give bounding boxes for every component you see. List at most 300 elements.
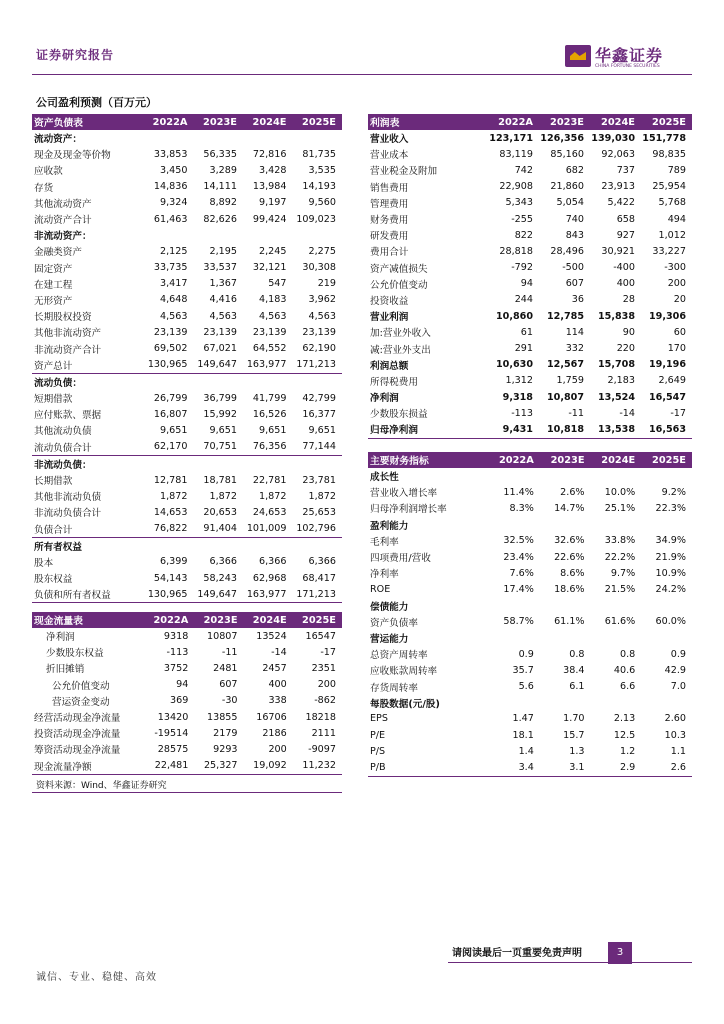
row-value: 16,563 <box>641 421 692 438</box>
row-value: 21.5% <box>604 583 636 595</box>
row-label: 负债和所有者权益 <box>32 586 144 603</box>
row-label: 资产减值损失 <box>370 263 428 275</box>
row-label: 折旧摊销 <box>46 664 85 676</box>
row-value: 2.6 <box>641 759 692 776</box>
table-title: 资产负债表 <box>32 114 144 130</box>
row-value: 91,404 <box>194 521 244 538</box>
row-value: 244 <box>514 294 533 306</box>
table-row <box>368 211 692 227</box>
row-value: 99,424 <box>252 213 287 225</box>
table-row <box>368 614 692 630</box>
row-value: 2,195 <box>209 245 237 257</box>
row-value: -862 <box>314 695 336 707</box>
row-label: 现金流量净额 <box>32 758 144 775</box>
table-row <box>368 389 692 405</box>
row-value: 22,908 <box>499 181 533 193</box>
row-label: 投资活动现金净流量 <box>34 729 121 741</box>
row-value: 163,977 <box>243 586 293 603</box>
row-label: 非流动负债： <box>34 459 92 471</box>
row-value: 789 <box>667 164 686 176</box>
row-value: 200 <box>268 743 287 755</box>
row-value: 12,781 <box>153 474 188 486</box>
row-value: 70,751 <box>194 439 244 456</box>
row-value: 62,170 <box>144 439 194 456</box>
year-header: 2024E <box>591 452 642 468</box>
year-header: 2025E <box>641 452 692 468</box>
row-value: 13855 <box>207 711 238 723</box>
year-header: 2022A <box>488 452 540 468</box>
row-value: 61 <box>520 326 533 338</box>
row-value: 21.9% <box>655 551 686 563</box>
row-value: 2186 <box>262 727 287 739</box>
table-row <box>368 484 692 500</box>
row-value: 12,785 <box>546 310 584 322</box>
row-value: 220 <box>616 343 635 355</box>
row-value: 54,143 <box>153 572 188 584</box>
row-value: 22,781 <box>252 474 287 486</box>
row-value: 3,535 <box>308 164 336 176</box>
row-value: 151,778 <box>642 132 686 144</box>
table-row <box>32 179 342 195</box>
row-value: 1,012 <box>658 229 686 241</box>
table-header-row <box>368 114 692 130</box>
row-value: 62,968 <box>252 572 287 584</box>
row-label: 管理费用 <box>370 198 409 210</box>
row-value: 83,119 <box>499 148 533 160</box>
year-header: 2024E <box>243 114 293 130</box>
table-row <box>368 759 692 776</box>
row-value: 3,289 <box>209 164 237 176</box>
row-value: 1,759 <box>556 375 584 387</box>
row-label: 非流动资产合计 <box>34 344 102 356</box>
row-value: -30 <box>221 695 238 707</box>
table-row <box>368 162 692 178</box>
row-label: P/B <box>368 759 488 776</box>
table-row <box>368 727 692 743</box>
row-value: -11 <box>221 646 238 658</box>
row-label: 毛利率 <box>370 536 399 548</box>
row-value: 81,735 <box>302 148 336 160</box>
row-label: 资产负债率 <box>370 617 418 629</box>
row-value: 9.2% <box>661 486 686 498</box>
row-value <box>540 517 591 533</box>
table-row <box>368 324 692 340</box>
report-type-label: 证券研究报告 <box>36 48 115 62</box>
table-row <box>32 725 342 741</box>
table-title: 现金流量表 <box>32 612 144 628</box>
table-row <box>32 292 342 308</box>
row-value: 13524 <box>256 630 287 642</box>
row-value: 1.1 <box>670 745 686 757</box>
row-value: 9,651 <box>259 424 287 436</box>
footer-slogan: 诚信、专业、稳健、高效 <box>36 972 157 983</box>
table-row <box>368 260 692 276</box>
row-value: 9,324 <box>160 197 188 209</box>
row-value: 219 <box>317 278 336 290</box>
row-value: 35.7 <box>512 664 534 676</box>
row-value: -17 <box>320 646 336 658</box>
row-value: 15,838 <box>597 310 635 322</box>
row-value: 3,428 <box>259 164 287 176</box>
row-value: 843 <box>565 229 584 241</box>
disclaimer-link[interactable]: 请阅读最后一页重要免责声明 <box>452 948 582 959</box>
row-value: 5,422 <box>607 197 635 209</box>
row-value: 4,563 <box>259 310 287 322</box>
row-value: 126,356 <box>540 132 584 144</box>
row-value: 24.2% <box>655 583 686 595</box>
row-label: 资产总计 <box>32 357 144 374</box>
row-value: 5.6 <box>518 681 534 693</box>
row-value: 14,111 <box>203 181 237 193</box>
table-row <box>368 630 692 646</box>
table-row <box>32 504 342 520</box>
table-row <box>368 195 692 211</box>
row-value: 94 <box>176 679 189 691</box>
row-value: 19,196 <box>648 359 686 371</box>
logo-brand-cn: 华鑫证券 <box>595 46 664 65</box>
row-label: 存货周转率 <box>370 682 418 694</box>
row-value: 30,308 <box>302 262 336 274</box>
table-row <box>32 260 342 276</box>
row-value: 9318 <box>163 630 189 642</box>
row-label: EPS <box>370 713 388 725</box>
row-value: 607 <box>219 679 238 691</box>
table-row <box>32 586 342 603</box>
table-row <box>368 227 692 243</box>
row-value: 9,651 <box>160 424 188 436</box>
row-label: P/S <box>370 745 386 757</box>
row-value: 200 <box>667 278 686 290</box>
table-row <box>32 340 342 356</box>
row-value: 10,860 <box>495 310 533 322</box>
row-value: 25,327 <box>194 758 243 775</box>
row-value: 60 <box>673 326 686 338</box>
row-value: 4,416 <box>209 294 237 306</box>
row-value <box>144 537 194 554</box>
row-value <box>144 130 194 146</box>
row-value: 494 <box>667 213 686 225</box>
table-row <box>368 340 692 356</box>
table-row <box>32 308 342 324</box>
row-value: 68,417 <box>302 572 336 584</box>
row-value: 15,708 <box>597 359 635 371</box>
row-label: 少数股东损益 <box>370 409 428 421</box>
row-value: -400 <box>613 262 635 274</box>
row-value: 85,160 <box>550 148 584 160</box>
row-value: 98,835 <box>652 148 686 160</box>
row-label: 四项费用/营收 <box>370 553 431 565</box>
row-value: 1,872 <box>209 490 237 502</box>
row-value <box>194 130 244 146</box>
table-row <box>368 646 692 662</box>
row-value <box>641 630 692 646</box>
row-value: 32.5% <box>503 535 534 547</box>
row-value: 61.1% <box>554 616 585 628</box>
row-value: 23,139 <box>203 326 237 338</box>
row-value: 42.9 <box>664 664 686 676</box>
row-value: 14.7% <box>554 502 585 514</box>
row-value <box>293 455 343 472</box>
row-value: 61,463 <box>153 213 188 225</box>
row-value: 28,818 <box>499 245 533 257</box>
row-label: 研发费用 <box>370 231 409 243</box>
row-label: 营业利润 <box>370 312 409 324</box>
row-value: 34.9% <box>655 535 686 547</box>
row-value: 5,343 <box>505 197 533 209</box>
row-value: 101,009 <box>243 521 293 538</box>
table-row <box>368 179 692 195</box>
row-value: 1,367 <box>209 278 237 290</box>
row-label: 营业收入增长率 <box>370 488 438 500</box>
row-value: 40.6 <box>613 664 636 676</box>
logo-icon <box>565 45 591 67</box>
row-value <box>243 130 293 146</box>
row-value <box>194 227 244 243</box>
row-value <box>488 630 540 646</box>
table-row <box>32 628 342 644</box>
row-label: 净利润 <box>370 393 399 405</box>
row-value: 0.9 <box>518 648 534 660</box>
row-value: 25.1% <box>604 502 636 514</box>
row-label: 财务费用 <box>370 215 409 227</box>
row-label: 利润总额 <box>370 360 409 372</box>
row-value: 2481 <box>213 662 238 674</box>
table-header-row <box>368 452 692 468</box>
row-value: 23,913 <box>601 181 635 193</box>
row-value: 25,653 <box>302 506 336 518</box>
year-header: 2025E <box>293 612 342 628</box>
year-header: 2024E <box>590 114 641 130</box>
row-value: 23,139 <box>153 326 188 338</box>
row-value <box>540 630 591 646</box>
company-logo <box>565 43 685 73</box>
row-value: 547 <box>268 278 287 290</box>
table-row <box>368 243 692 259</box>
row-value: 10.9% <box>655 567 686 579</box>
row-value <box>293 227 343 243</box>
row-value: 2179 <box>213 727 238 739</box>
row-value: 4,563 <box>209 310 237 322</box>
table-row <box>32 227 342 243</box>
row-value: 36 <box>571 294 584 306</box>
year-header: 2022A <box>144 612 194 628</box>
row-value: 2111 <box>311 727 336 739</box>
row-value: 400 <box>616 278 635 290</box>
row-label: 所有者权益 <box>34 541 82 553</box>
row-value <box>243 373 293 390</box>
row-value: 23,139 <box>302 326 336 338</box>
row-value: 11.4% <box>503 486 534 498</box>
row-value: 3,962 <box>308 294 336 306</box>
row-value: -113 <box>511 407 533 419</box>
row-label: 流动资产： <box>34 134 82 146</box>
row-value: 14,653 <box>153 506 188 518</box>
row-value: 3,417 <box>160 278 188 290</box>
row-value: 10,807 <box>546 391 584 403</box>
row-value: 8.6% <box>560 567 585 579</box>
row-label: 营运能力 <box>370 633 409 645</box>
row-value <box>144 373 194 390</box>
year-header: 2024E <box>244 612 293 628</box>
balance-sheet-table <box>32 114 342 603</box>
table-header-row <box>32 612 342 628</box>
row-value: 2457 <box>262 662 287 674</box>
table-row <box>32 554 342 570</box>
table-row <box>368 308 692 324</box>
row-value: 1.2 <box>619 745 636 757</box>
row-label: 短期借款 <box>34 394 73 406</box>
row-value: 25,954 <box>652 181 686 193</box>
row-value: 90 <box>622 326 635 338</box>
table-row <box>368 357 692 373</box>
row-label: 营运资金变动 <box>52 696 110 708</box>
table-row <box>32 373 342 390</box>
row-value: 102,796 <box>293 521 343 538</box>
table-row <box>368 500 692 516</box>
row-value: 18.1 <box>512 729 534 741</box>
row-value: -19514 <box>154 727 189 739</box>
row-value: 18218 <box>305 711 336 723</box>
row-value: -11 <box>568 407 584 419</box>
row-value: 36,799 <box>203 392 237 404</box>
row-value: 927 <box>616 229 635 241</box>
row-value: 30,921 <box>601 245 635 257</box>
row-value <box>540 695 591 711</box>
row-value: 3.1 <box>540 759 591 776</box>
row-value: -255 <box>511 213 533 225</box>
table-row <box>32 130 342 146</box>
row-label: 股本 <box>34 557 54 569</box>
row-label: 应收款 <box>34 166 63 178</box>
row-label: 股东权益 <box>34 574 73 586</box>
row-value <box>591 598 642 614</box>
row-value: -300 <box>664 262 686 274</box>
row-value: 1,872 <box>259 490 287 502</box>
row-label: 其他非流动负债 <box>34 492 102 504</box>
row-value: 92,063 <box>601 148 635 160</box>
table-row <box>368 533 692 549</box>
table-row <box>32 644 342 660</box>
row-value: 58,243 <box>203 572 237 584</box>
income-statement-table <box>368 114 692 439</box>
financial-ratios-table <box>368 452 692 777</box>
row-label: 加:营业外收入 <box>370 328 431 340</box>
table-row <box>368 146 692 162</box>
row-value <box>243 537 293 554</box>
row-value: 22.2% <box>604 551 636 563</box>
row-value: 28575 <box>157 743 189 755</box>
row-value <box>641 695 692 711</box>
table-row <box>368 373 692 389</box>
row-value <box>293 537 343 554</box>
year-header: 2025E <box>641 114 692 130</box>
row-value: 0.8 <box>569 648 585 660</box>
row-label: 流动负债合计 <box>32 439 144 456</box>
row-value: 13420 <box>157 711 189 723</box>
year-header: 2025E <box>293 114 343 130</box>
row-label: 长期股权投资 <box>34 312 92 324</box>
row-label: ROE <box>370 583 391 595</box>
row-label: 总资产周转率 <box>370 650 428 662</box>
row-value: 10.0% <box>604 486 636 498</box>
row-value: 18,781 <box>203 474 237 486</box>
table-row <box>32 455 342 472</box>
table-row <box>32 390 342 406</box>
row-value <box>144 455 194 472</box>
row-value <box>641 468 692 484</box>
row-value: 13,524 <box>597 391 635 403</box>
row-value: -14 <box>619 407 635 419</box>
row-label: 存货 <box>34 182 54 194</box>
row-value: 26,799 <box>153 392 188 404</box>
year-header: 2023E <box>194 114 244 130</box>
row-label: 归母净利润 <box>368 421 488 438</box>
row-value: 15.7 <box>563 729 585 741</box>
table-row <box>368 517 692 533</box>
table-row <box>368 662 692 678</box>
row-value: 6,399 <box>160 556 188 568</box>
row-value: 20 <box>673 294 686 306</box>
row-value: 9293 <box>213 743 238 755</box>
row-value: -17 <box>670 407 686 419</box>
row-value: 171,213 <box>293 357 343 374</box>
row-value: 8,892 <box>209 197 237 209</box>
row-value <box>488 468 540 484</box>
table-row <box>368 130 692 146</box>
row-value: 6,366 <box>209 556 237 568</box>
row-value: 76,356 <box>243 439 293 456</box>
table-row <box>32 537 342 554</box>
table-row <box>32 472 342 488</box>
row-value: -792 <box>511 262 533 274</box>
row-value: 6.6 <box>619 681 636 693</box>
row-value: 33,227 <box>652 245 686 257</box>
table-row <box>368 292 692 308</box>
row-value: 77,144 <box>293 439 343 456</box>
row-value: 149,647 <box>194 357 244 374</box>
row-value: 23,781 <box>302 474 336 486</box>
row-value: 22.3% <box>655 502 686 514</box>
table-row <box>32 758 342 775</box>
row-value: 2.60 <box>664 713 686 725</box>
row-value: 10.3 <box>664 729 686 741</box>
row-value: 822 <box>514 229 533 241</box>
row-label: 成长性 <box>370 472 399 484</box>
row-value: 20,653 <box>203 506 237 518</box>
row-value: 123,171 <box>489 132 533 144</box>
row-value: 2.13 <box>613 713 636 725</box>
source-note: 资料来源：Wind、华鑫证券研究 <box>36 781 167 791</box>
row-value <box>488 517 540 533</box>
row-value: 33.8% <box>604 535 636 547</box>
year-header: 2023E <box>539 114 590 130</box>
row-value: 130,965 <box>144 586 194 603</box>
row-value: 4,563 <box>160 310 188 322</box>
row-value: 3.4 <box>488 759 540 776</box>
row-value: 2.6% <box>560 486 585 498</box>
logo-brand-en: CHINA FORTUNE SECURITIES <box>595 64 660 69</box>
row-value: 1,872 <box>160 490 188 502</box>
row-value <box>641 598 692 614</box>
table-row <box>368 276 692 292</box>
row-label: 净利率 <box>370 569 399 581</box>
row-value: 2351 <box>311 662 336 674</box>
row-value: 9,651 <box>209 424 237 436</box>
table-row <box>32 211 342 227</box>
row-value: 12.5 <box>613 729 636 741</box>
row-value: 28,496 <box>550 245 584 257</box>
table-row <box>368 695 692 711</box>
